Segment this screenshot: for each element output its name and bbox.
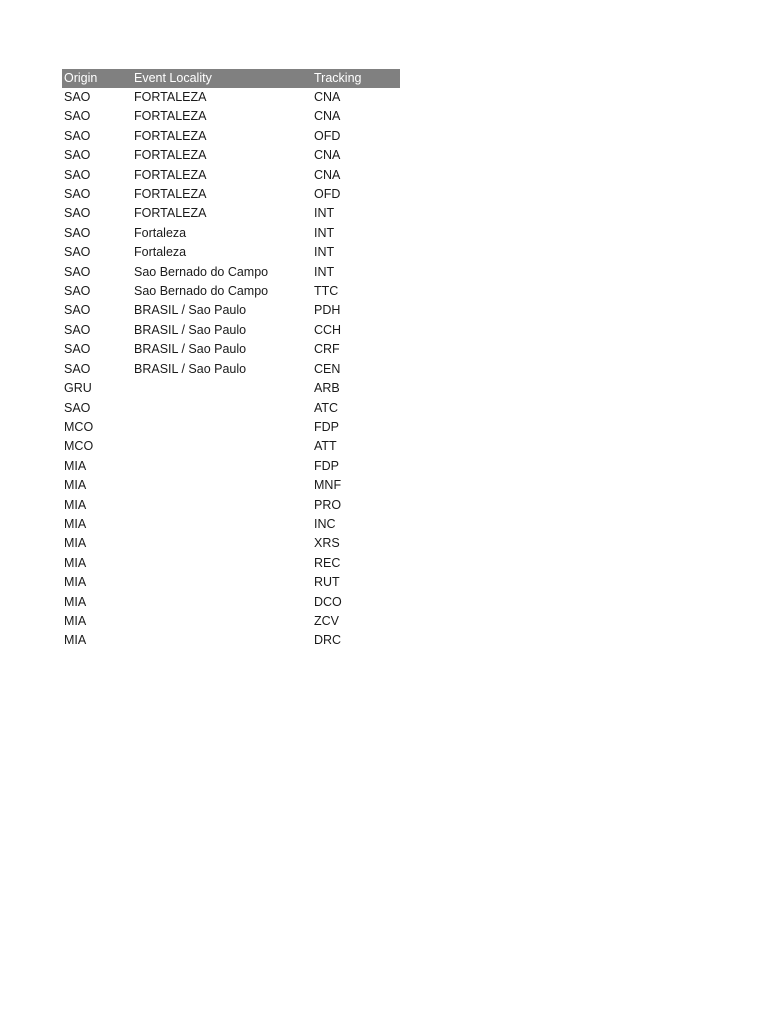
cell-event-locality — [132, 631, 312, 650]
cell-tracking: DCO — [314, 594, 342, 609]
cell-origin: MIA — [64, 478, 87, 493]
cell-event-locality: BRASIL / Sao Paulo — [134, 361, 247, 376]
cell-event-locality — [132, 476, 312, 495]
cell-event-locality: FORTALEZA — [134, 206, 207, 221]
cell-origin: SAO — [64, 303, 91, 318]
table-row — [62, 399, 400, 418]
table-row — [62, 146, 400, 165]
cell-tracking: ATT — [314, 439, 337, 454]
table-row — [62, 263, 400, 282]
cell-event-locality — [132, 593, 312, 612]
cell-origin: SAO — [64, 148, 91, 163]
cell-origin: SAO — [64, 284, 91, 299]
cell-event-locality — [132, 379, 312, 398]
cell-tracking: RUT — [314, 575, 340, 590]
table-row — [62, 321, 400, 340]
cell-tracking: CCH — [314, 322, 342, 337]
cell-tracking: CNA — [314, 90, 341, 104]
cell-event-locality — [132, 534, 312, 553]
cell-origin: GRU — [64, 381, 92, 396]
cell-origin: MIA — [64, 516, 87, 531]
cell-tracking: DRC — [314, 633, 342, 648]
table-row — [62, 515, 400, 534]
cell-event-locality — [132, 437, 312, 456]
table-row — [62, 166, 400, 185]
table-row — [62, 224, 400, 243]
cell-event-locality — [132, 399, 312, 418]
table-row — [62, 457, 400, 476]
cell-event-locality: FORTALEZA — [134, 148, 207, 163]
cell-origin: MIA — [64, 594, 87, 609]
table-header — [62, 69, 400, 88]
cell-origin: SAO — [64, 206, 91, 221]
cell-tracking: CNA — [314, 109, 341, 124]
cell-tracking: INC — [314, 516, 336, 531]
cell-origin: MIA — [64, 613, 87, 628]
cell-event-locality: BRASIL / Sao Paulo — [134, 322, 247, 337]
cell-origin: SAO — [64, 361, 91, 376]
table-row — [62, 631, 400, 650]
cell-origin: MIA — [64, 633, 87, 648]
table-row — [62, 243, 400, 262]
cell-event-locality — [132, 496, 312, 515]
spreadsheet-table-area — [62, 69, 400, 651]
cell-event-locality: FORTALEZA — [134, 109, 207, 124]
cell-origin: MIA — [64, 497, 87, 512]
table-row — [62, 301, 400, 320]
cell-event-locality: FORTALEZA — [134, 167, 207, 182]
cell-event-locality: Fortaleza — [134, 245, 187, 260]
tracking-table — [62, 69, 400, 651]
cell-tracking: INT — [314, 245, 335, 260]
cell-tracking: FDP — [314, 419, 339, 434]
cell-event-locality: BRASIL / Sao Paulo — [134, 303, 247, 318]
cell-tracking: CNA — [314, 148, 341, 163]
cell-event-locality: BRASIL / Sao Paulo — [134, 342, 247, 357]
cell-tracking: ARB — [314, 381, 340, 396]
cell-tracking: XRS — [314, 536, 340, 551]
header-row — [62, 69, 400, 88]
table-row — [62, 496, 400, 515]
table-row — [62, 437, 400, 456]
cell-origin: SAO — [64, 167, 91, 182]
table-row — [62, 418, 400, 437]
table-row — [62, 534, 400, 553]
table-row — [62, 185, 400, 204]
cell-event-locality — [132, 418, 312, 437]
cell-event-locality: Sao Bernado do Campo — [134, 284, 269, 299]
cell-event-locality: Sao Bernado do Campo — [134, 264, 269, 279]
table-row — [62, 573, 400, 592]
cell-origin: SAO — [64, 90, 91, 104]
table-row — [62, 593, 400, 612]
table-row — [62, 107, 400, 126]
header-tracking: Tracking — [312, 69, 400, 88]
cell-tracking: CRF — [314, 342, 340, 357]
cell-event-locality: FORTALEZA — [134, 187, 207, 202]
cell-origin: SAO — [64, 264, 91, 279]
table-row — [62, 476, 400, 495]
cell-origin: MIA — [64, 555, 87, 570]
cell-event-locality — [132, 612, 312, 631]
table-row — [62, 88, 400, 107]
cell-tracking: INT — [314, 225, 335, 240]
cell-origin: SAO — [64, 322, 91, 337]
cell-origin: SAO — [64, 225, 91, 240]
cell-tracking: FDP — [314, 458, 339, 473]
table-row — [62, 612, 400, 631]
cell-tracking: CNA — [314, 167, 341, 182]
cell-origin: MIA — [64, 575, 87, 590]
cell-event-locality — [132, 554, 312, 573]
header-event-locality: Event Locality — [132, 69, 312, 88]
table-row — [62, 554, 400, 573]
cell-tracking: INT — [314, 206, 335, 221]
cell-tracking: ZCV — [314, 613, 339, 628]
cell-tracking: PDH — [314, 303, 341, 318]
table-row — [62, 282, 400, 301]
cell-origin: SAO — [64, 128, 91, 143]
cell-origin: MIA — [64, 458, 87, 473]
table-row — [62, 340, 400, 359]
cell-origin: SAO — [64, 109, 91, 124]
cell-tracking: TTC — [314, 284, 339, 299]
cell-tracking: CEN — [314, 361, 341, 376]
cell-origin: MCO — [64, 439, 94, 454]
table-row — [62, 204, 400, 223]
cell-origin: MCO — [64, 419, 94, 434]
cell-tracking: OFD — [314, 128, 341, 143]
cell-event-locality — [132, 573, 312, 592]
header-origin: Origin — [62, 69, 132, 88]
cell-origin: SAO — [64, 400, 91, 415]
cell-event-locality: FORTALEZA — [134, 128, 207, 143]
cell-origin: MIA — [64, 536, 87, 551]
cell-event-locality — [132, 515, 312, 534]
table-row — [62, 360, 400, 379]
cell-tracking: OFD — [314, 187, 341, 202]
cell-event-locality: FORTALEZA — [134, 90, 207, 104]
cell-tracking: MNF — [314, 478, 342, 493]
table-row — [62, 379, 400, 398]
cell-tracking: INT — [314, 264, 335, 279]
cell-tracking: ATC — [314, 400, 339, 415]
cell-origin: SAO — [64, 245, 91, 260]
cell-origin: SAO — [64, 187, 91, 202]
cell-tracking: PRO — [314, 497, 342, 512]
cell-event-locality — [132, 457, 312, 476]
table-row — [62, 127, 400, 146]
cell-tracking: REC — [314, 555, 341, 570]
cell-origin: SAO — [64, 342, 91, 357]
cell-event-locality: Fortaleza — [134, 225, 187, 240]
table-body — [62, 88, 400, 651]
